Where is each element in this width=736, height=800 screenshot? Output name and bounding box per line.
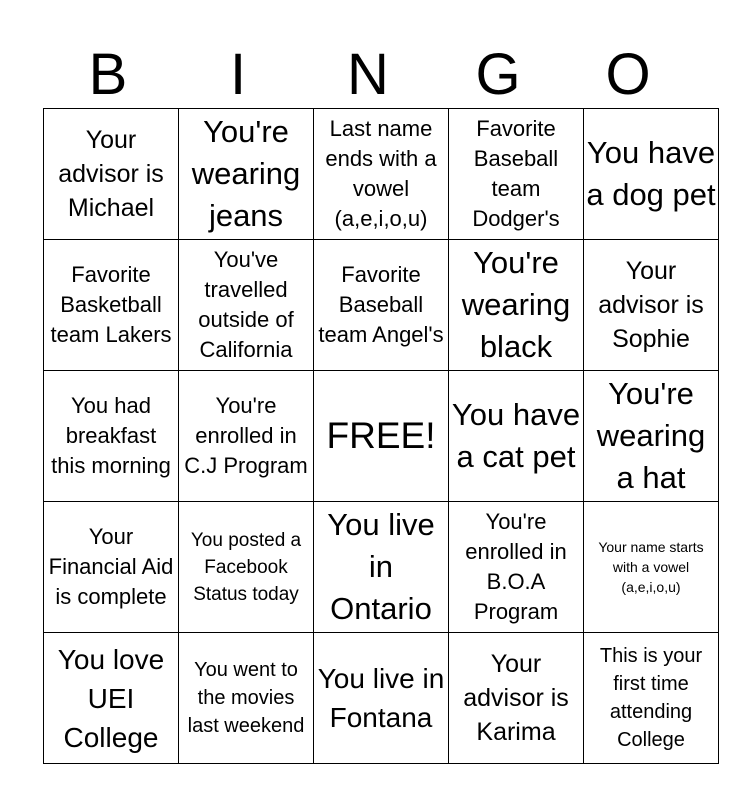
header-letter-b: B — [88, 42, 128, 107]
bingo-cell[interactable]: You have a cat pet — [449, 371, 584, 502]
bingo-cell[interactable]: Your Financial Aid is complete — [44, 502, 179, 633]
header-letter-g: G — [475, 42, 521, 107]
bingo-cell[interactable]: You're wearing a hat — [584, 371, 719, 502]
board-row — [44, 502, 719, 633]
board-row — [44, 633, 719, 764]
board-row — [44, 371, 719, 502]
free-cell[interactable]: FREE! — [314, 371, 449, 502]
bingo-cell[interactable]: Favorite Baseball team Angel's — [314, 240, 449, 371]
bingo-cell[interactable]: You posted a Facebook Status today — [179, 502, 314, 633]
board-row — [44, 240, 719, 371]
header-letter-i: I — [229, 42, 247, 107]
bingo-cell[interactable]: You're wearing black — [449, 240, 584, 371]
bingo-cell[interactable]: Your advisor is Michael — [44, 109, 179, 240]
bingo-header — [43, 44, 693, 106]
bingo-cell[interactable]: Your advisor is Sophie — [584, 240, 719, 371]
bingo-cell[interactable]: You love UEI College — [44, 633, 179, 764]
header-letter-n: N — [347, 42, 389, 107]
bingo-cell[interactable]: Favorite Baseball team Dodger's — [449, 109, 584, 240]
bingo-cell[interactable]: You live in Fontana — [314, 633, 449, 764]
header-letter-o: O — [605, 42, 651, 107]
board-row — [44, 109, 719, 240]
bingo-cell[interactable]: Your name starts with a vowel (a,e,i,o,u) — [584, 502, 719, 633]
bingo-cell[interactable]: This is your first time attending College — [584, 633, 719, 764]
bingo-cell[interactable]: You're enrolled in B.O.A Program — [449, 502, 584, 633]
bingo-cell[interactable]: You have a dog pet — [584, 109, 719, 240]
bingo-cell[interactable]: You're enrolled in C.J Program — [179, 371, 314, 502]
bingo-cell[interactable]: You've travelled outside of California — [179, 240, 314, 371]
bingo-cell[interactable]: Favorite Basketball team Lakers — [44, 240, 179, 371]
bingo-cell[interactable]: You had breakfast this morning — [44, 371, 179, 502]
bingo-cell[interactable]: Your advisor is Karima — [449, 633, 584, 764]
bingo-cell[interactable]: You went to the movies last weekend — [179, 633, 314, 764]
bingo-cell[interactable]: You live in Ontario — [314, 502, 449, 633]
bingo-cell[interactable]: You're wearing jeans — [179, 109, 314, 240]
bingo-board — [43, 108, 719, 764]
bingo-cell[interactable]: Last name ends with a vowel (a,e,i,o,u) — [314, 109, 449, 240]
